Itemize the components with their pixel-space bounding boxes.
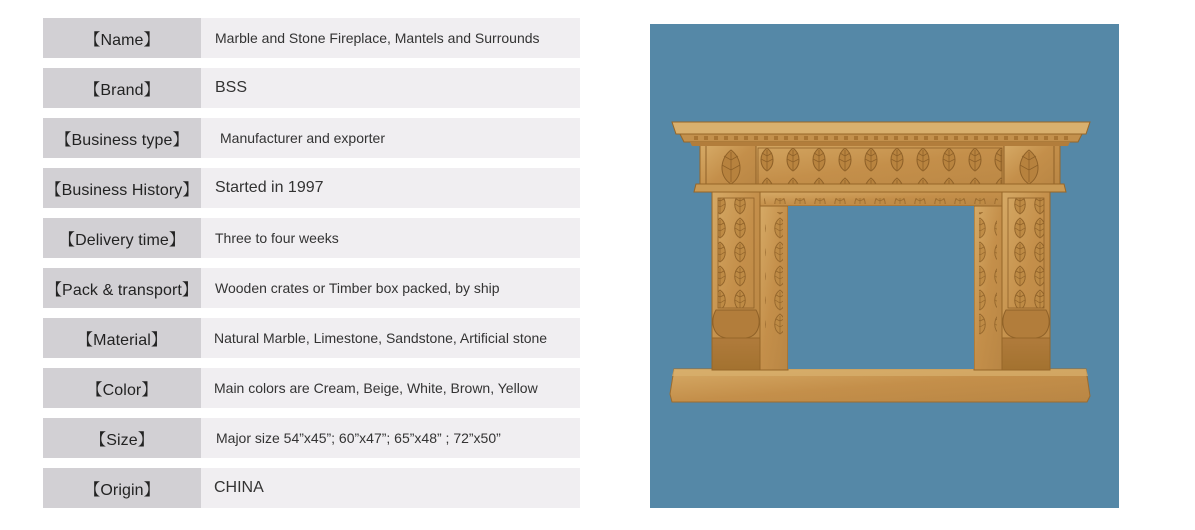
- spec-row-material: [43, 318, 580, 358]
- spec-row-pack-transport: [43, 268, 580, 308]
- spec-label: 【Name】: [43, 18, 201, 58]
- spec-label: 【Business History】: [43, 168, 201, 208]
- spec-row-business-type: [43, 118, 580, 158]
- spec-label: 【Delivery time】: [43, 218, 201, 258]
- spec-value: Main colors are Cream, Beige, White, Brown, Yellow: [201, 368, 580, 408]
- spec-value: CHINA: [201, 468, 580, 508]
- spec-value: Wooden crates or Timber box packed, by ship: [201, 268, 580, 308]
- spec-row-brand: [43, 68, 580, 108]
- spec-label: 【Brand】: [43, 68, 201, 108]
- spec-value: Natural Marble, Limestone, Sandstone, Artificial stone: [201, 318, 580, 358]
- spec-table: [43, 18, 580, 518]
- spec-row-origin: [43, 468, 580, 508]
- spec-value: Marble and Stone Fireplace, Mantels and Surrounds: [201, 18, 580, 58]
- fireplace-mantel-drawing: [650, 24, 1119, 508]
- spec-label: 【Business type】: [43, 118, 201, 158]
- spec-row-business-history: [43, 168, 580, 208]
- spec-row-color: [43, 368, 580, 408]
- spec-value: Three to four weeks: [201, 218, 580, 258]
- spec-row-name: [43, 18, 580, 58]
- spec-label: 【Origin】: [43, 468, 201, 508]
- spec-label: 【Color】: [43, 368, 201, 408]
- spec-value: Manufacturer and exporter: [201, 118, 580, 158]
- spec-row-delivery-time: [43, 218, 580, 258]
- spec-label: 【Pack & transport】: [43, 268, 201, 308]
- spec-value: Started in 1997: [201, 168, 580, 208]
- fireplace-mantel-image: [650, 24, 1119, 508]
- spec-value: Major size 54”x45”; 60”x47”; 65”x48” ; 72”x50”: [201, 418, 580, 458]
- spec-row-size: [43, 418, 580, 458]
- spec-value: BSS: [201, 68, 580, 108]
- spec-label: 【Material】: [43, 318, 201, 358]
- spec-label: 【Size】: [43, 418, 201, 458]
